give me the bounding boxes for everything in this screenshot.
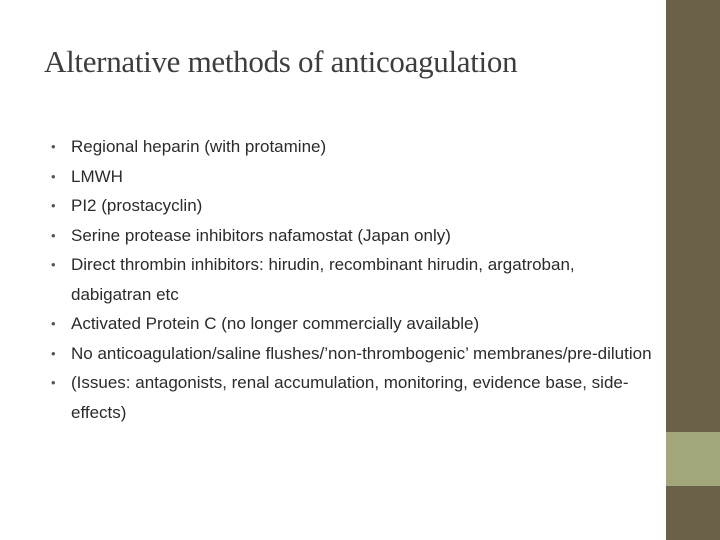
bullet-text: Regional heparin (with protamine): [71, 137, 327, 156]
bullet-item: [44, 309, 659, 339]
bullet-dot-icon: •: [51, 316, 56, 331]
bullet-text: LMWH: [71, 166, 123, 186]
bullet-dot-icon: •: [51, 345, 56, 361]
bullet-item: [44, 250, 659, 309]
bullet-item: [44, 221, 659, 251]
bullet-dot-icon: •: [51, 139, 56, 154]
bullet-text: (Issues: antagonists, renal accumulation, monitoring, evidence base, side-effects): [71, 373, 629, 422]
bullet-text: No anticoagulation/saline flushes/’non-thrombogenic’ membranes/pre-dilution: [71, 343, 652, 363]
slide-title: Alternative methods of anticoagulation: [44, 44, 518, 79]
bullet-item: [44, 339, 659, 369]
bullet-dot-icon: •: [51, 257, 56, 272]
bullet-list: [44, 132, 659, 427]
bullet-dot-icon: •: [51, 375, 56, 390]
bullet-item: [44, 162, 659, 192]
bullet-item: [44, 191, 659, 221]
bullet-text: Direct thrombin inhibitors: hirudin, recombinant hirudin, argatroban, dabigatran etc: [71, 255, 575, 304]
bullet-dot-icon: •: [51, 168, 56, 184]
bullet-dot-icon: •: [51, 198, 56, 213]
bullet-dot-icon: •: [51, 227, 56, 243]
bullet-text: Activated Protein C (no longer commercially available): [71, 314, 480, 333]
sidebar-accent-block: [666, 432, 720, 486]
bullet-item: [44, 368, 659, 427]
bullet-item: [44, 132, 659, 162]
bullet-text: Serine protease inhibitors nafamostat (Japan only): [71, 225, 451, 245]
bullet-text: PI2 (prostacyclin): [71, 196, 203, 215]
